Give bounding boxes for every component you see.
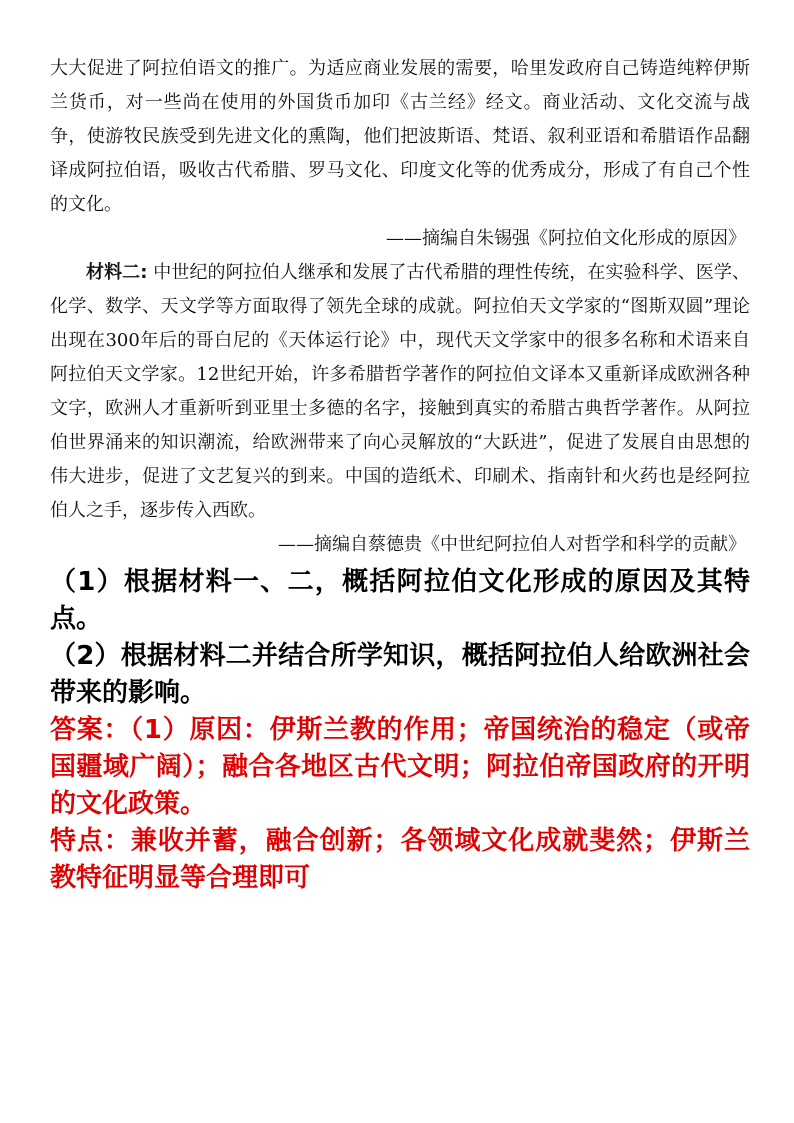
answer-reasons: 答案：（1）原因：伊斯兰教的作用；帝国统治的稳定（或帝国疆域广阔）；融合各地区古代文明；阿拉伯帝国政府的开明的文化政策。 xyxy=(50,715,750,819)
answer-features: 特点：兼收并蓄，融合创新；各领域文化成就斐然；伊斯兰教特征明显等合理即可 xyxy=(50,826,750,893)
document-page xyxy=(50,0,750,897)
material-one-paragraph: 大大促进了阿拉伯语文的推广。为适应商业发展的需要，哈里发政府自己铸造纯粹伊斯兰货币，对一些尚在使用的外国货币加印《古兰经》经文。商业活动、文化交流与战争，使游牧民族受到先进文化的熏陶，他们把波斯语、梵语、叙利亚语和希腊语作品翻译成阿拉伯语，吸收古代希腊、罗马文化、印度文化等的优秀成分，形成了有自己个性的文化。 xyxy=(50,58,750,215)
question-two: （2）根据材料二并结合所学知识，概括阿拉伯人给欧洲社会带来的影响。 xyxy=(50,641,750,708)
material-one-source: ——摘编自朱锡强《阿拉伯文化形成的原因》 xyxy=(386,228,746,249)
material-two-label: 材料二: xyxy=(86,262,148,283)
material-two-source: ——摘编自蔡德贵《中世纪阿拉伯人对哲学和科学的贡献》 xyxy=(278,534,746,555)
material-two-text: 中世纪的阿拉伯人继承和发展了古代希腊的理性传统，在实验科学、医学、化学、数学、天文学等方面取得了领先全球的成就。阿拉伯天文学家的“图斯双圆”理论出现在300年后的哥白尼的《天体运行论》中，现代天文学家中的很多名称和术语来自阿拉伯天文学家。12世纪开始，许多希腊哲学著作的阿拉伯文译本又重新译成欧洲各种文字，欧洲人才重新听到亚里士多德的名字，接触到真实的希腊古典哲学著作。从阿拉伯世界涌来的知识潮流，给欧洲带来了向心灵解放的“大跃进”，促进了发展自由思想的伟大进步，促进了文艺复兴的到来。中国的造纸术、印刷术、指南针和火药也是经阿拉伯人之手，逐步传入西欧。 xyxy=(50,262,751,521)
material-two-paragraph xyxy=(50,256,750,528)
question-one: （1）根据材料一、二，概括阿拉伯文化形成的原因及其特点。 xyxy=(50,567,750,634)
